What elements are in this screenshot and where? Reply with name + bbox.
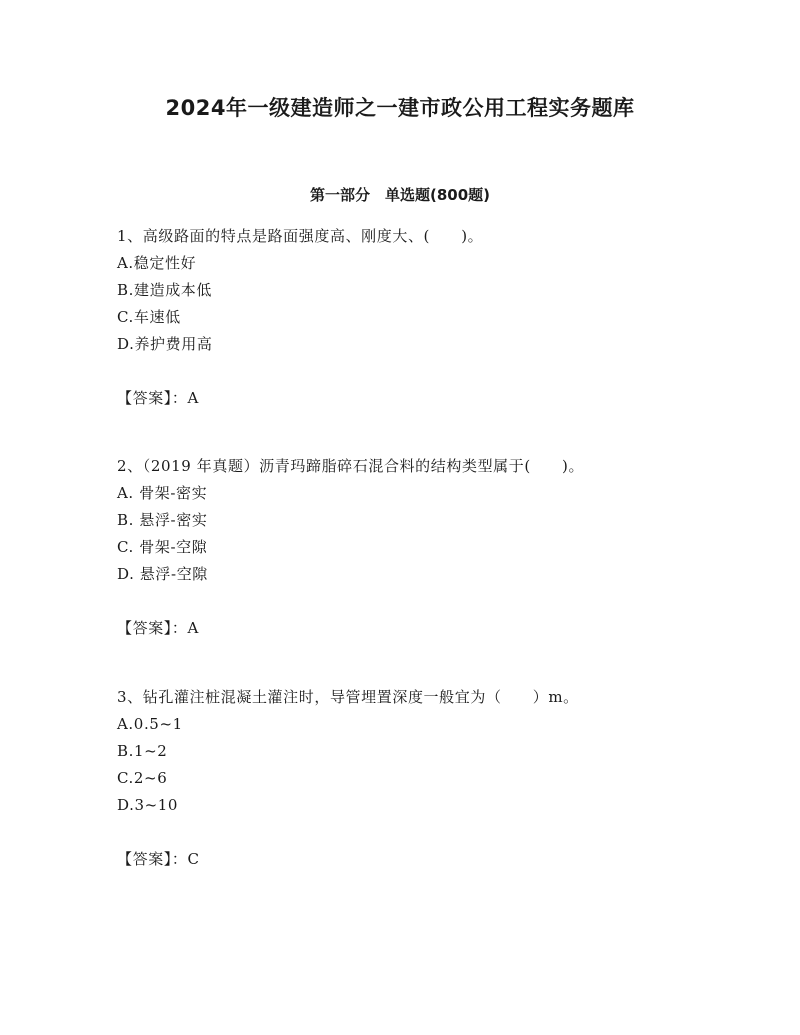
option-c: C.车速低: [117, 308, 181, 326]
question-stem: 2、（2019 年真题）沥青玛蹄脂碎石混合料的结构类型属于( )。: [117, 457, 585, 475]
option-b: B.建造成本低: [117, 281, 212, 299]
option-a: A.0.5~1: [117, 715, 183, 733]
question-3: [117, 684, 737, 873]
question-2: [117, 453, 737, 642]
document-title: 2024年一级建造师之一建市政公用工程实务题库: [165, 96, 635, 120]
option-d: D.养护费用高: [117, 335, 213, 353]
option-a: A. 骨架-密实: [117, 484, 208, 502]
option-d: D.3~10: [117, 796, 179, 814]
question-stem: 1、高级路面的特点是路面强度高、刚度大、( )。: [117, 227, 484, 245]
option-c: C. 骨架-空隙: [117, 538, 208, 556]
option-a: A.稳定性好: [117, 254, 197, 272]
option-b: B.1~2: [117, 742, 168, 760]
answer-line: 【答案】：A: [117, 389, 199, 407]
option-d: D. 悬浮-空隙: [117, 565, 208, 583]
question-1: [117, 223, 737, 412]
question-stem: 3、钻孔灌注桩混凝土灌注时，导管埋置深度一般宜为（ ）m。: [117, 688, 579, 706]
answer-line: 【答案】：A: [117, 619, 199, 637]
section-heading: 第一部分 单选题(800题): [309, 186, 491, 204]
answer-line: 【答案】：C: [117, 850, 200, 868]
option-c: C.2~6: [117, 769, 168, 787]
option-b: B. 悬浮-密实: [117, 511, 208, 529]
